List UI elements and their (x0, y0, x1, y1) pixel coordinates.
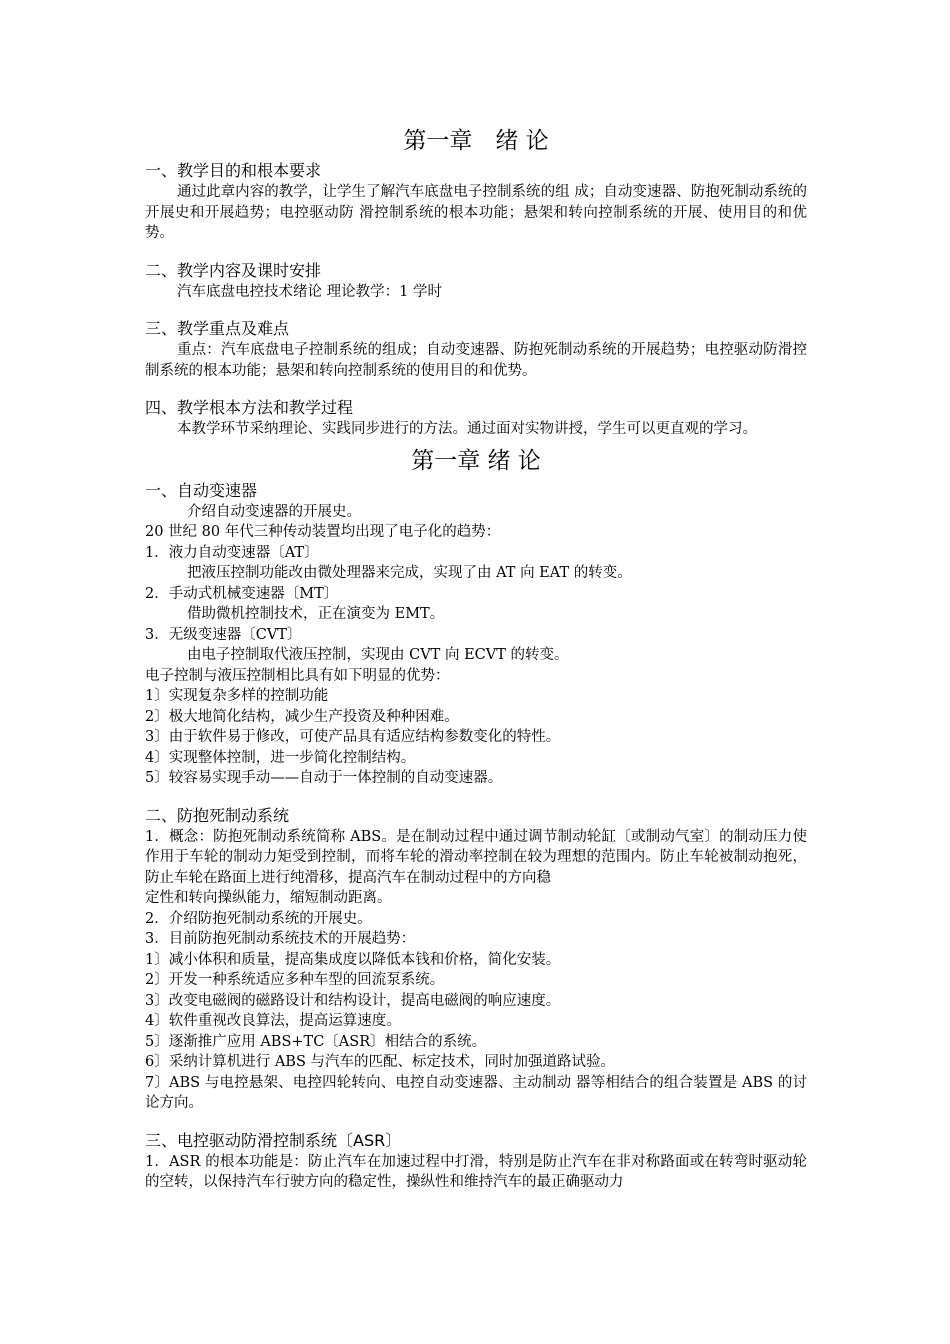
list-item: 3．目前防抱死制动系统技术的开展趋势： (145, 931, 416, 947)
list-item: 2．介绍防抱死制动系统的开展史。 (145, 910, 372, 927)
paragraph-content: 汽车底盘电控技术绪论 理论教学：1 学时 (177, 283, 442, 300)
section-heading-key-points: 三、教学重点及难点 (145, 319, 290, 338)
section-heading-asr: 三、电控驱动防滑控制系统〔ASR〕 (145, 1130, 402, 1150)
paragraph-abs-concept: 1．概念：防抱死制动系统简称 ABS。是在制动过程中通过调节制动轮缸〔或制动气室〕的制动压力使作用于车轮的制动力矩受到控制，而将车轮的滑动率控制在较为理想的范围内。防止车轮被制动抱死，防止车轮在路面上进行纯滑移，提高汽车在制动过程中的方向稳 (145, 828, 807, 886)
section-heading-abs: 二、防抱死制动系统 (145, 805, 290, 825)
document-page (145, 122, 807, 1193)
list-item: 4〕软件重视改良算法，提高运算速度。 (145, 1013, 401, 1029)
chapter-title: 第一章 绪 论 (403, 128, 549, 154)
section-heading-goals: 一、教学目的和根本要求 (145, 161, 322, 180)
list-item: 1〕减小体积和质量，提高集成度以降低本钱和价格，简化安装。 (145, 951, 561, 968)
list-item: 3〕由于软件易于修改，可使产品具有适应结构参数变化的特性。 (145, 729, 561, 745)
paragraph-asr: 1．ASR 的根本功能是：防止汽车在加速过程中打滑，特别是防止汽车在非对称路面或在转弯时驱动轮的空转，以保持汽车行驶方向的稳定性，操纵性和维持汽车的最正确驱动力 (145, 1153, 807, 1190)
list-item: 3〕改变电磁阀的磁路设计和结构设计，提高电磁阀的响应速度。 (145, 992, 561, 1009)
list-item: 电子控制与液压控制相比具有如下明显的优势： (145, 667, 450, 684)
list-item: 由电子控制取代液压控制，实现由 CVT 向 ECVT 的转变。 (187, 647, 569, 663)
list-item: 2〕极大地简化结构，减少生产投资及种种困难。 (145, 708, 459, 725)
section-heading-methods: 四、教学根本方法和教学过程 (145, 398, 354, 417)
section-heading-content: 二、教学内容及课时安排 (145, 260, 322, 280)
list-item: 4〕实现整体控制，进一步简化控制结构。 (145, 749, 416, 766)
list-item: 2〕开发一种系统适应多种车型的回流泵系统。 (145, 972, 445, 988)
list-item: 2．手动式机械变速器〔MT〕 (145, 585, 339, 602)
paragraph-key-points: 重点：汽车底盘电子控制系统的组成；自动变速器、防抱死制动系统的开展趋势；电控驱动防滑控制系统的根本功能；悬架和转向控制系统的使用目的和优势。 (145, 342, 807, 379)
paragraph-goals: 通过此章内容的教学，让学生了解汽车底盘电子控制系统的组 成；自动变速器、防抱死制动系统的开展史和开展趋势；电控驱动防 滑控制系统的根本功能；悬架和转向控制系统的开展、使用目的和优势。 (145, 184, 807, 241)
list-item: 借助微机控制技术，正在演变为 EMT。 (187, 606, 445, 622)
chapter-title-repeat: 第一章 绪 论 (411, 447, 541, 474)
list-item: 6〕采纳计算机进行 ABS 与汽车的匹配、标定技术，同时加强道路试验。 (145, 1054, 616, 1070)
list-item: 把液压控制功能改由微处理器来完成，实现了由 AT 向 EAT 的转变。 (187, 565, 632, 581)
list-item: 介绍自动变速器的开展史。 (187, 503, 361, 520)
list-item: 7〕ABS 与电控悬架、电控四轮转向、电控自动变速器、主动制动 器等相结合的组合装置是 ABS 的讨论方向。 (145, 1074, 807, 1111)
list-item: 3．无级变速器〔CVT〕 (145, 626, 302, 643)
paragraph-abs-concept-end: 定性和转向操纵能力，缩短制动距离。 (145, 890, 392, 906)
list-item: 1．液力自动变速器〔AT〕 (145, 544, 319, 561)
list-item: 5〕逐渐推广应用 ABS+TC〔ASR〕相结合的系统。 (145, 1033, 487, 1050)
list-item: 5〕较容易实现手动——自动于一体控制的自动变速器。 (145, 770, 503, 786)
list-item: 20 世纪 80 年代三种传动装置均出现了电子化的趋势： (145, 524, 501, 540)
section-heading-transmission: 一、自动变速器 (145, 480, 258, 500)
list-item: 1〕实现复杂多样的控制功能 (145, 688, 329, 704)
paragraph-methods: 本教学环节采纳理论、实践同步进行的方法。通过面对实物讲授，学生可以更直观的学习。 (177, 421, 757, 437)
